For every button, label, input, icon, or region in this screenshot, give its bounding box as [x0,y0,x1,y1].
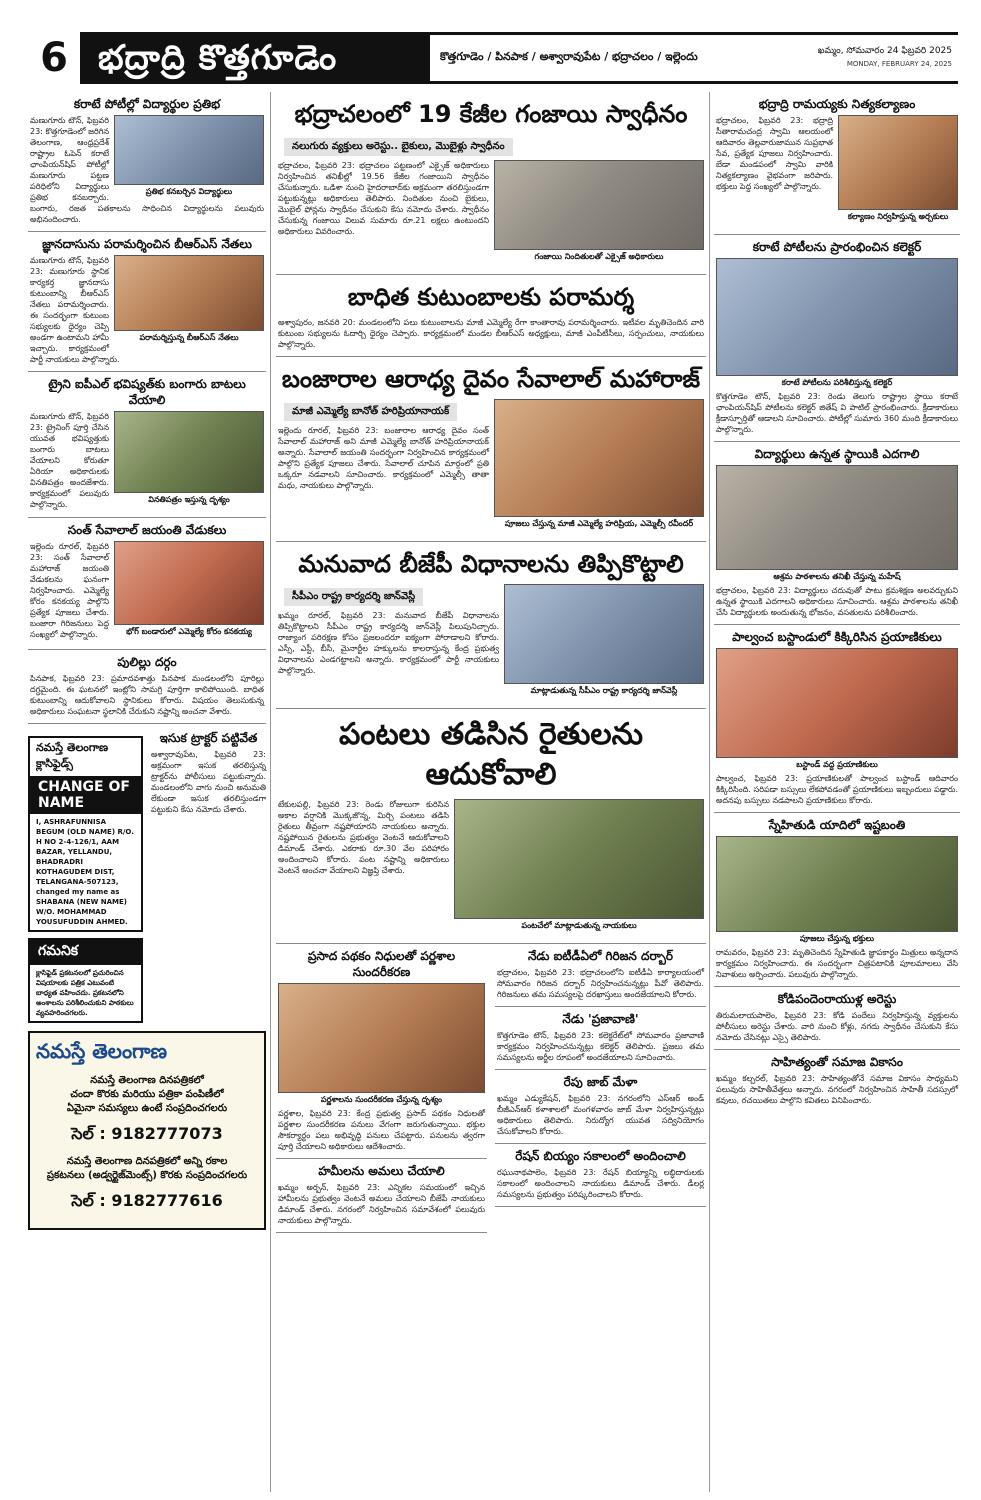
article-photo [716,258,958,376]
article-headline: ఇసుక ట్రాక్టర్ పట్టివేత [159,731,258,745]
article-photo [114,411,264,493]
article-headline: కోడిపందెంరాయుళ్ల అరెస్టు [777,992,897,1006]
article-tribal-durbar [495,944,706,1007]
article-family-visit [276,275,706,357]
article-photo [114,541,264,625]
article-photo [494,399,704,517]
article-body: రామవరం, ఫిబ్రవరి 23: మృతిచెందిన స్నేహితుడి జ్ఞాపకార్థం మిత్రులు అన్నదాన కార్యక్రమం నిర్వహించారు. ఈ సందర్భంగా చిత్రపటానికి పూలమాలలు వేసి నివాళులు అర్పించారు. పలువురు పాల్గొన్నారు. [716,948,958,979]
ad-line: ప్రకటనలు (అడ్వర్టైజ్‌మెంట్స్) కొరకు సంప్రదించగలరు [46,1170,248,1181]
article-nitya-kalyanam [714,92,960,235]
article-literature-society [714,1050,960,1112]
classified-ad [28,736,143,932]
article-sevalal-jayanthi [28,518,266,650]
center-bottom-row [276,944,706,1233]
article-body: ఇల్లెందు రూరల్, ఫిబ్రవరి 23: బంజారాల ఆరాధ్య దైవం సంత్ సేవాలాల్ మహారాజ్ అని మాజీ ఎమ్మెల్యే బానోత్ హరిప్రియానాయక్ అన్నారు. సేవాలాల్ జయంతి సందర్భంగా నిర్వహించిన కార్యక్రమంలో పాల్గొని ప్రత్యేక పూజలు చేశారు. సేవాలాల్ చూపిన మార్గంలో ప్రతి ఒక్కరూ నడవాలని సూచించారు. కార్యక్రమంలో ఎమ్మెల్సీ తాతా మధు, నాయకులు పాల్గొన్నారు. [278,426,489,490]
article-subheadline: నలుగురు వ్యక్తులు అరెస్టు.. బైకులు, మొబైళ్లు స్వాధీనం [284,138,513,156]
article-headline: పాల్వంచ బస్టాండులో కిక్కిరిసిన ప్రయాణికులు [732,630,942,644]
article-karate-students [28,92,266,232]
article-subheadline: మాజీ ఎమ్మెల్యే బానోత్ హరిప్రియానాయక్ [284,403,457,421]
article-subheadline: సీపీఎం రాష్ట్ర కార్యదర్శి జాన్‌వెస్లీ [284,588,423,606]
article-photo-block [454,799,704,934]
article-body: ఖమ్మం కల్చరల్, ఫిబ్రవరి 23: సాహిత్యంతోనే సమాజ వికాసం సాధ్యమని పలువురు సాహితీవేత్తలు అన్నారు. నగరంలో నిర్వహించిన సాహితీ సదస్సులో కవులు, రచయితలు పాల్గొని కవితలు వినిపించారు. [716,1074,958,1105]
article-photo [114,115,264,185]
article-body: అశ్వాపురం, జనవరి 20: మండలంలోని పలు కుటుంబాలను మాజీ ఎమ్మెల్యే రేగా కాంతారావు పరామర్శించారు. ఇటీవల మృతిచెందిన వారి కుటుంబ సభ్యులను ఓదార్చి ధైర్యం చెప్పారు. కార్యక్రమంలో మండల బీఆర్ఎస్ అధ్యక్షులు, మాజీ ఎంపీటీసీలు, సర్పంచులు, నాయకులు పాల్గొన్నారు. [278,318,704,349]
article-body: భద్రాచలం, ఫిబ్రవరి 23: భద్రాచలం పట్టణంలో ఎక్సైజ్ అధికారులు నిర్వహించిన తనిఖీల్లో 19.56 కేజీల గంజాయిని స్వాధీనం చేసుకున్నారు. ఒడిశా నుంచి హైదరాబాద్‌కు అక్రమంగా తరలిస్తుండగా పట్టుకున్నట్లు అధికారులు తెలిపారు. నిందితుల నుంచి బైకులు, మొబైల్ ఫోన్లను స్వాధీనం చేసుకుని కేసు నమోదు చేశారు. స్వాధీనం చేసుకున్న గంజాయి విలువ సుమారు రూ.21 లక్షలు ఉంటుందని అధికారులు వివరించారు. [278,161,489,236]
article-body: మణుగూరు టౌన్, ఫిబ్రవరి 23: మణుగూరు స్థానిక కార్యకర్త జ్ఞానదాసు కుటుంబాన్ని బీఆర్ఎస్ నేతలు పరామర్శించారు. ఈ సందర్భంగా కుటుంబ సభ్యులకు ధైర్యం చెప్పి అండగా ఉంటామని హామీ ఇచ్చారు. కార్యక్రమంలో పార్టీ నాయకులు పాల్గొన్నారు. [30,256,120,364]
article-photo-block [494,160,704,265]
article-body: కొత్తగూడెం టౌన్, ఫిబ్రవరి 23: కలెక్టరేట్‌లో సోమవారం ప్రజావాణి కార్యక్రమం నిర్వహించనున్నట్లు కలెక్టర్ తెలిపారు. ప్రజలు తమ సమస్యలను అర్జీల రూపంలో అందజేయాలని సూచించారు. [497,1031,704,1062]
ad-line: నమస్తే తెలంగాణ దినపత్రికలో [90,1075,204,1086]
article-photo [278,983,485,1093]
article-sevalal-maharaj [276,357,706,542]
article-parnashala [276,944,487,1159]
notice-ad [28,938,143,1023]
article-body: భద్రాచలం, ఫిబ్రవరి 23: భద్రాద్రి సీతారామచంద్ర స్వామి ఆలయంలో ఆదివారం తెల్లవారుజామున సుప్రభాత సేవ, ప్రత్యేక పూజలు నిర్వహించారు. బేడా మండపంలో స్వామి వారికి నిత్యకల్యాణం వైభవంగా జరిపారు. భక్తులు పెద్ద సంఖ్యలో పాల్గొన్నారు. [716,116,833,191]
photo-caption: పంటచేలో మాట్లాడుతున్న నాయకులు [521,921,637,930]
article-palvancha-bus [714,625,960,813]
article-friend-memory [714,813,960,987]
photo-caption: గంజాయి నిందితులతో ఎక్సైజ్ అధికారులు [534,252,664,261]
date-english: MONDAY, FEBRUARY 24, 2025 [846,60,952,68]
article-headline: రేషన్ బియ్యం సకాలంలో అందించాలి [515,1149,686,1163]
masthead-meta [430,32,958,84]
article-photo [716,465,958,570]
article-headline: సంత్ సేవాలాల్ జయంతి వేడుకలు [67,523,227,537]
article-photo [716,836,958,932]
photo-caption: పర్ణశాలను సుందరీకరణ చేస్తున్న దృశ్యం [320,1095,443,1104]
article-ganja-seizure [276,92,706,275]
photo-caption: పూజలు చేస్తున్న మాజీ ఎమ్మెల్యే హరిప్రియ, ఎమ్మెల్సీ రవీందర్ [504,519,694,528]
article-photo [504,584,704,684]
ad-logo: నమస్తే తెలంగాణ [36,1039,168,1063]
article-headline: భద్రాద్రి రామయ్యకు నిత్యకల్యాణం [758,97,916,111]
article-headline: ట్రైని ఐపీఎల్ భవిష్యత్‌కు బంగారు బాటలు వేయాలి [48,377,246,407]
photo-caption: భోగ్ బండారులో ఎమ్మెల్యే కోరం కనకయ్య [126,627,252,636]
article-photo-block [114,255,264,346]
article-body: ఇల్లెందు రూరల్, ఫిబ్రవరి 23: సంత్ సేవాలాల్ మహారాజ్ జయంతి వేడుకలను ఘనంగా నిర్వహించారు. ఎమ్మెల్యే కోరం కనకయ్య పాల్గొని ప్రత్యేక పూజలు చేశారు. బంజారా గిరిజనులు పెద్ద సంఖ్యలో పాల్గొన్నారు. [30,542,109,639]
article-photo-block [114,115,264,200]
ad-line: నమస్తే తెలంగాణ దినపత్రికలో అన్ని రకాల [66,1156,228,1167]
article-photo-block [114,541,264,640]
article-cockfight-arrest [714,987,960,1050]
article-body: టేకులపల్లి, ఫిబ్రవరి 23: రెండు రోజులుగా కురిసిన అకాల వర్షానికి మొక్కజొన్న, మిర్చి పంటలు తడిసి రైతులు తీవ్రంగా నష్టపోయారని నాయకులు అన్నారు. నష్టపోయిన రైతులను ప్రభుత్వం వెంటనే ఆదుకోవాలని డిమాండ్ చేశారు. ఎకరాకు రూ.30 వేల పరిహారం అందించాలని కోరారు. పంట నష్టాన్ని అధికారులు వెంటనే అంచనా వేయాలని విజ్ఞప్తి చేశారు. [278,800,449,875]
photo-caption: వినతిపత్రం ఇస్తున్న దృశ్యం [148,495,230,504]
bottom-right-stack [495,944,706,1233]
article-headline: కరాటే పోటీలను ప్రారంభించిన కలెక్టర్ [752,240,922,254]
article-body: పినపాక, ఫిబ్రవరి 23: ప్రమాదవశాత్తు పినపాక మండలంలోని పూరిల్లు దగ్ధమైంది. ఈ ఘటనలో ఇంట్లోని సామగ్రి పూర్తిగా కాలిపోయింది. బాధిత కుటుంబాన్ని ఆదుకోవాలని స్థానికులు కోరారు. విషయం తెలుసుకున్న అధికారులు సంఘటనా స్థలానికి చేరుకుని నష్టాన్ని అంచనా వేశారు. [30,674,264,716]
article-photo [716,648,958,758]
towns-list: కొత్తగూడెం / పినపాక / అశ్వారావుపేట / భద్రాచలం / ఇల్లెందు [440,50,698,63]
article-body: ఖమ్మం ఎడ్యుకేషన్, ఫిబ్రవరి 23: నగరంలోని ఎస్ఆర్ అండ్ బీజీఎన్ఆర్ కళాశాలలో మంగళవారం జాబ్ మేళా నిర్వహిస్తున్నట్లు అధికారులు తెలిపారు. నిరుద్యోగ యువత సద్వినియోగం చేసుకోవాలని కోరారు. [497,1094,704,1136]
photo-caption: కరాటే పోటీలను పరిశీలిస్తున్న కలెక్టర్ [781,378,893,387]
article-photo-block [494,399,704,532]
article-photo-block [504,584,704,699]
article-house-fire [28,650,266,724]
bottom-left-stack [276,944,487,1233]
article-headline: స్నేహితుడి యాదిలో ఇష్టబంతి [768,818,906,832]
article-job-mela [495,1070,706,1144]
article-headline: సాహిత్యంతో సమాజ వికాసం [771,1055,903,1069]
article-headline: బాధిత కుటుంబాలకు పరామర్శ [347,283,635,311]
article-trainee-future [28,372,266,518]
masthead [28,32,958,84]
article-cpm-bjp [276,542,706,709]
article-photo-block [838,115,958,225]
article-ration-rice [495,1144,706,1207]
article-prajavani [495,1007,706,1070]
article-headline: పంటలు తడిసిన రైతులను ఆదుకోవాలి [338,717,644,792]
column-divider [709,92,710,1492]
article-body: కొత్తగూడెం టౌన్, ఫిబ్రవరి 23: రెండు తెలుగు రాష్ట్రాల స్థాయి కరాటే ఛాంపియన్‌షిప్ పోటీలను కలెక్టర్ జితేష్ వి పాటిల్ ప్రారంభించారు. క్రీడాకారులు క్రీడాస్ఫూర్తితో ఆడాలని సూచించారు. పోటీల్లో సుమారు 360 మంది క్రీడాకారులు పాల్గొన్నారు. [716,392,958,434]
article-hamali [276,1159,487,1233]
article-students-rise [714,442,960,625]
photo-caption: కల్యాణం నిర్వహిస్తున్న అర్చకులు [847,212,949,221]
article-photo [454,799,704,919]
photo-caption: బస్టాండ్ వద్ద ప్రయాణికులు [796,760,878,769]
page-number: 6 [40,35,68,81]
article-headline: నేడు ఐటీడీఏలో గిరిజన దర్బార్ [527,949,674,963]
center-column [276,92,706,1233]
left-column [28,92,266,1230]
change-of-name-label: CHANGE OF NAME [30,776,141,814]
article-body: ఖమ్మం రూరల్, ఫిబ్రవరి 23: మనువాద బీజేపీ విధానాలను తిప్పికొట్టాలని సీపీఎం రాష్ట్ర కార్యదర్శి జాన్‌వెస్లీ పిలుపునిచ్చారు. రాజ్యాంగ పరిరక్షణ కోసం ప్రజలందరూ ఐక్యంగా పోరాడాలని కోరారు. ఎస్సీ, ఎస్టీ, బీసీ, మైనార్టీల హక్కులను కాలరాస్తున్న కేంద్ర ప్రభుత్వ విధానాలను ఎండగట్టాలని అన్నారు. కార్యక్రమంలో పార్టీ నాయకులు పాల్గొన్నారు. [278,611,499,675]
article-photo [838,115,958,210]
article-headline: భద్రాచలంలో 19 కేజీల గంజాయి స్వాధీనం [294,100,688,128]
article-body: మణుగూరు టౌన్, ఫిబ్రవరి 23: కొత్తగూడెంలో జరిగిన తెలంగాణ, ఆంధ్రప్రదేశ్ రాష్ట్రాల ఓపెన్ కరాటే ఛాంపియన్‌షిప్ పోటీల్లో మణుగూరు పట్టణ పరిధిలోని విద్యార్థులు ప్రతిభ కనబర్చారు. బంగారు, రజత పతకాలను సాధించిన విద్యార్థులను పలువురు అభినందించారు. [30,116,264,224]
photo-caption: ప్రతిభ కనబర్చిన విద్యార్థులు [145,187,233,196]
photo-caption: పూజలు చేస్తున్న భక్తులు [799,934,875,943]
article-body: రఘునాథపాలెం, ఫిబ్రవరి 23: రేషన్ బియ్యాన్ని లబ్ధిదారులకు సకాలంలో అందించాలని నాయకులు డిమాండ్ చేశారు. డీలర్ల సమస్యలను ప్రభుత్వం పరిష్కరించాలని కోరారు. [497,1168,704,1199]
photo-caption: ఆశ్రమ పాఠశాలను తనిఖీ చేస్తున్న మహేష్ [773,572,901,581]
article-headline: హమీలను అమలు చేయాలి [318,1164,445,1178]
ad-phone: సెల్ : 9182777073 [71,1124,223,1143]
article-body: భద్రాచలం, ఫిబ్రవరి 23: భద్రాచలంలోని ఐటీడీఏ కార్యాలయంలో సోమవారం గిరిజన దర్బార్ నిర్వహించనున్నట్లు పీవో తెలిపారు. గిరిజనులు తమ సమస్యలపై దరఖాస్తులు అందజేయాలని కోరారు. [497,968,704,999]
article-headline: బంజారాల ఆరాధ్య దైవం సేవాలాల్ మహారాజ్ [281,365,701,393]
article-headline: పులిల్లు దర్గం [117,655,177,669]
article-body: ఖమ్మం అర్బన్, ఫిబ్రవరి 23: ఎన్నికల సమయంలో ఇచ్చిన హామీలను ప్రభుత్వం వెంటనే అమలు చేయాలని బీజేపీ నాయకులు డిమాండ్ చేశారు. నగరంలో నిర్వహించిన సమావేశంలో పలువురు నాయకులు పాల్గొన్నారు. [278,1183,485,1225]
article-headline: జ్ఞానదాసును పరామర్శించిన బీఆర్ఎస్ నేతలు [42,237,252,251]
article-body: భద్రాచలం, ఫిబ్రవరి 23: విద్యార్థులు చదువుతో పాటు క్రమశిక్షణ అలవర్చుకుని ఉన్నత స్థాయికి ఎదగాలని అధికారులు సూచించారు. ఆశ్రమ పాఠశాలను తనిఖీ చేసి విద్యార్థులకు అందుతున్న భోజనం, వసతులను పరిశీలించారు. [716,586,958,617]
article-body: మణుగూరు టౌన్, ఫిబ్రవరి 23: ట్రైనింగ్ పూర్తి చేసిన యువత భవిష్యత్తుకు బంగారు బాటలు వేయాలని కోరుతూ ఏరియా అధికారులకు వినతిపత్రం అందజేశారు. కార్యక్రమంలో పలువురు పాల్గొన్నారు. [30,412,109,509]
change-of-name-notice: I, ASHRAFUNNISA BEGUM (OLD NAME) R/O. H NO 2-4-126/1, AAM BAZAR, YELLANDU, BHADRADRI KOTHAGUDEM DIST, TELANGANA-507123, changed my name as SHABANA (NEW NAME) W/O. MOHAMMAD YOUSUFUDDIN AHMED. [36,818,134,926]
ganika-text: క్లాసిఫైడ్ ప్రకటనలలో ప్రచురించిన విషయాలకు పత్రిక ఎటువంటి బాధ్యత వహించదు. ప్రకటనలోని అంశాలను పరిశీలించుకుని పాఠకులు వ్యవహరించగలరు. [36,969,134,1017]
photo-caption: మాట్లాడుతున్న సీపీఎం రాష్ట్ర కార్యదర్శి జాన్‌వెస్లీ [530,686,678,695]
classifieds-panel [28,730,143,1023]
section-title: భద్రాద్రి కొత్తగూడెం [80,32,430,84]
photo-caption: పరామర్శిస్తున్న బీఆర్ఎస్ నేతలు [139,333,239,342]
article-photo-block [114,411,264,508]
article-brs-visit [28,232,266,372]
sand-tractor-article [151,730,266,1023]
date-telugu: ఖమ్మం, సోమవారం 24 ఫిబ్రవరి 2025 [817,46,952,56]
subscription-ad [28,1031,266,1230]
article-farmers-rain [276,709,706,944]
article-body: తిరుమలాయపాలెం, ఫిబ్రవరి 23: కోడి పందేలు నిర్వహిస్తున్న వ్యక్తులను పోలీసులు అరెస్టు చేశారు. వారి నుంచి కోళ్లు, నగదు స్వాధీనం చేసుకుని కేసు నమోదు చేసినట్లు ఎస్సై తెలిపారు. [716,1011,958,1042]
classifieds-row [28,730,266,1023]
article-photo [494,160,704,250]
article-headline: రేపు జాబ్ మేళా [563,1075,638,1089]
article-collector-karate [714,235,960,442]
article-body: అశ్వారావుపేట, ఫిబ్రవరి 23: అక్రమంగా ఇసుక తరలిస్తున్న ట్రాక్టర్‌ను పోలీసులు పట్టుకున్నారు. మండలంలోని వాగు నుంచి అనుమతి లేకుండా ఇసుక తరలిస్తుండగా పట్టుకుని కేసు నమోదు చేశారు. [151,750,266,814]
right-column [714,92,960,1112]
article-headline: ప్రసాద పథకం నిధులతో పర్ణశాల సుందరీకరణ [307,949,456,979]
column-divider [270,92,271,1492]
ad-line: ఏమైనా సమస్యలు ఉంటే సంప్రదించగలరు [66,1103,228,1114]
article-headline: నేడు 'ప్రజావాణి' [562,1012,639,1026]
article-body: పాల్వంచ, ఫిబ్రవరి 23: ప్రయాణికులతో పాల్వంచ బస్టాండ్ ఆదివారం కిక్కిరిసింది. సరిపడా బస్సులు లేకపోవడంతో ప్రయాణికులు ఇబ్బందులు పడ్డారు. అదనపు బస్సులు నడపాలని ప్రయాణికులు కోరారు. [716,774,958,805]
article-headline: మనువాద బీజేపీ విధానాలను తిప్పికొట్టాలి [298,550,684,578]
ad-line: చందా కొరకు మరియు పత్రికా పంపిణీలో [70,1089,224,1100]
article-headline: కరాటే పోటీల్లో విద్యార్థుల ప్రతిభ [73,97,221,111]
article-headline: విద్యార్థులు ఉన్నత స్థాయికి ఎదగాలి [754,447,920,461]
ad-phone: సెల్ : 9182777616 [71,1191,223,1210]
article-photo [114,255,264,331]
ganika-label: గమనిక [30,940,141,965]
classified-brand: నమస్తే తెలంగాణ క్లాసిఫైడ్స్ [36,741,109,770]
masthead-dates [818,45,952,71]
article-body: పర్ణశాల, ఫిబ్రవరి 23: కేంద్ర ప్రభుత్వ ప్రసాద్ పథకం నిధులతో పర్ణశాల సుందరీకరణ పనులు వేగంగా జరుగుతున్నాయి. భక్తుల సౌకర్యార్థం పలు అభివృద్ధి పనులు చేపట్టారు. పనులను త్వరగా పూర్తి చేయాలని అధికారులు ఆదేశించారు. [278,1109,485,1151]
